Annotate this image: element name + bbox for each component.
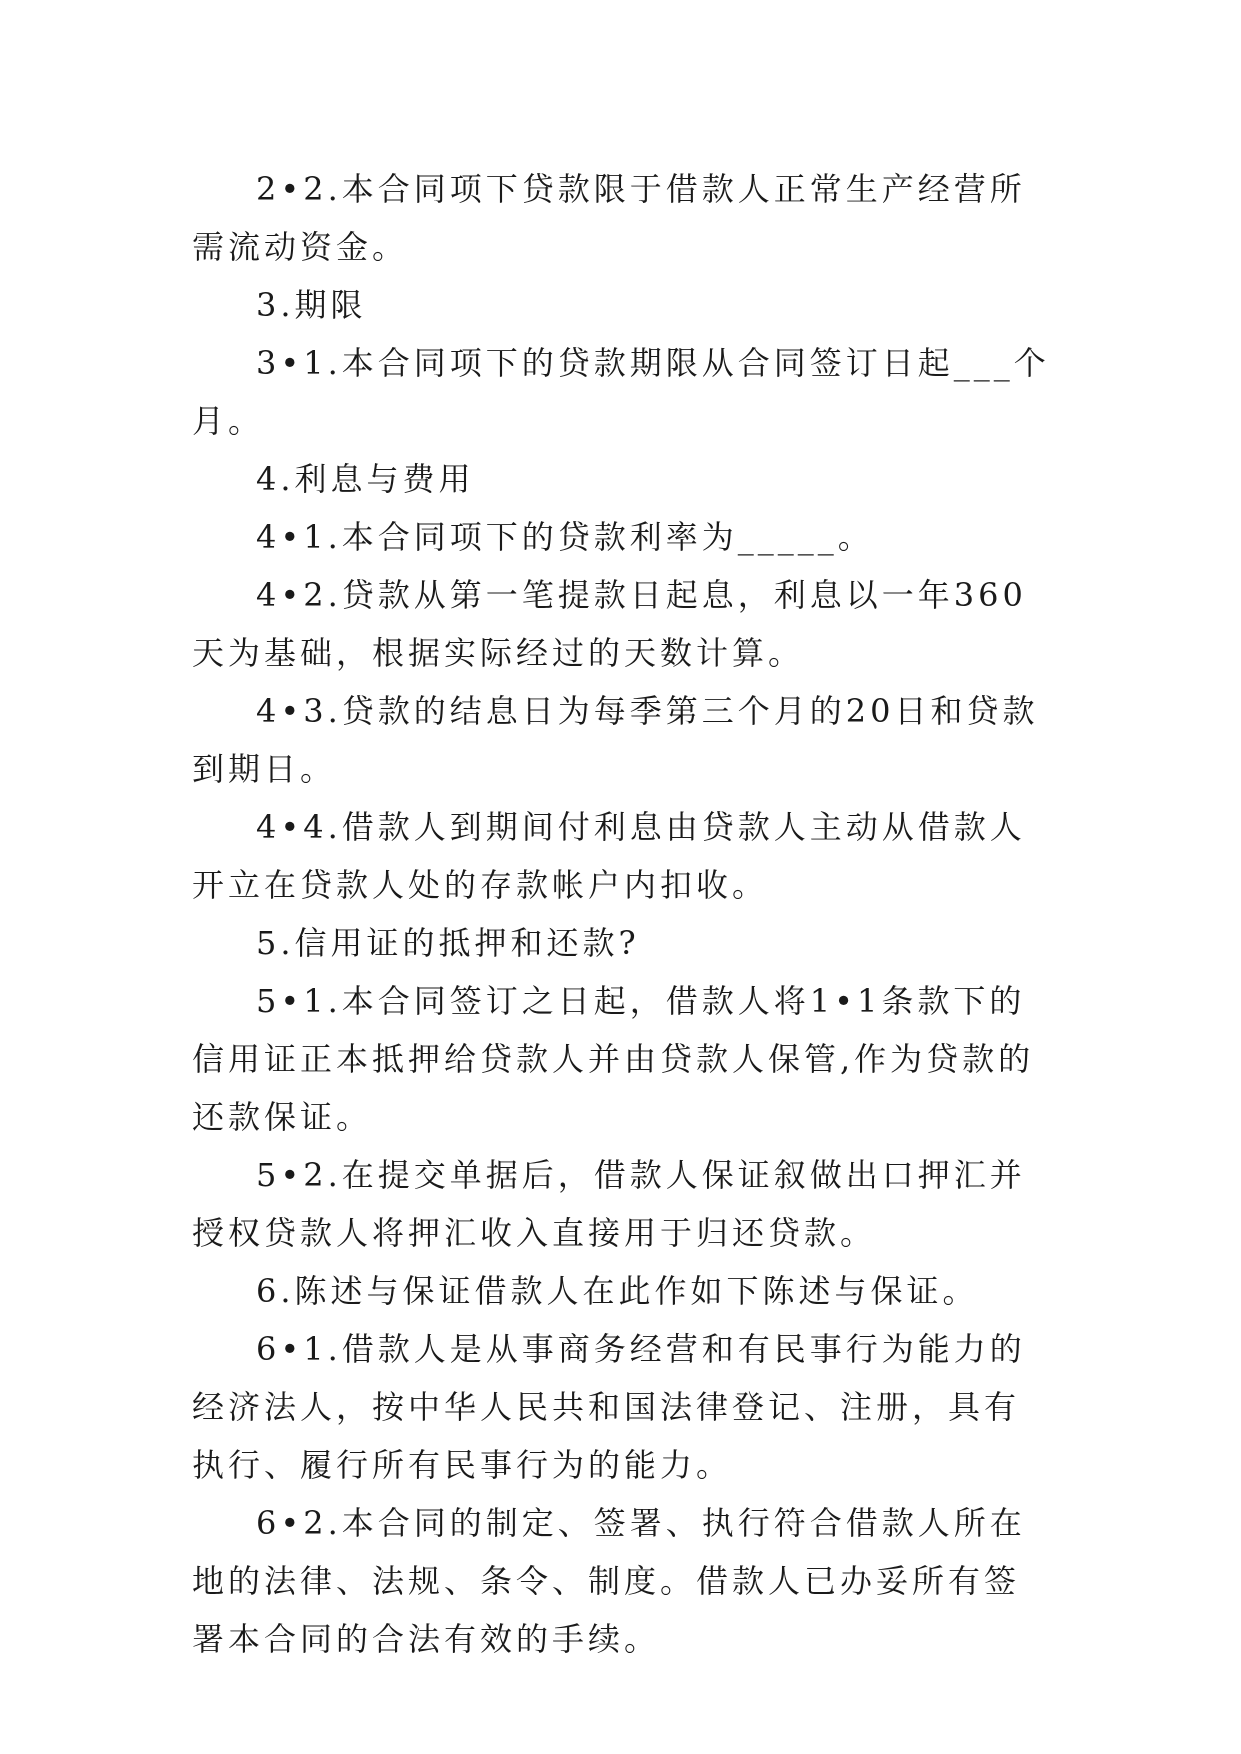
section-3-heading: 3.期限 (256, 286, 367, 324)
clause-6-1: 6•1.借款人是从事商务经营和有民事行为能力的经济法人，按中华人民共和国法律登记、注册，具有执行、履行所有民事行为的能力。 (192, 1330, 1026, 1484)
clause-4-3: 4•3.贷款的结息日为每季第三个月的20日和贷款到期日。 (192, 692, 1039, 788)
clause-5-1: 5•1.本合同签订之日起，借款人将1•1条款下的信用证正本抵押给贷款人并由贷款人保管,作为贷款的还款保证。 (192, 982, 1035, 1136)
section-6-heading: 6.陈述与保证借款人在此作如下陈述与保证。 (256, 1272, 979, 1310)
clause-3-1: 3•1.本合同项下的贷款期限从合同签订日起___个月。 (192, 344, 1050, 440)
clause-6-2: 6•2.本合同的制定、签署、执行符合借款人所在地的法律、法规、条令、制度。借款人已办妥所有签署本合同的合法有效的手续。 (192, 1504, 1026, 1658)
section-5-heading: 5.信用证的抵押和还款? (256, 924, 640, 962)
section-4-heading: 4.利息与费用 (256, 460, 475, 498)
document-body (192, 160, 1052, 1668)
clause-4-2: 4•2.贷款从第一笔提款日起息，利息以一年360天为基础，根据实际经过的天数计算。 (192, 576, 1027, 672)
clause-2-2: 2•2.本合同项下贷款限于借款人正常生产经营所需流动资金。 (192, 170, 1026, 266)
clause-4-1: 4•1.本合同项下的贷款利率为_____。 (256, 518, 874, 556)
clause-5-2: 5•2.在提交单据后，借款人保证叙做出口押汇并授权贷款人将押汇收入直接用于归还贷款。 (192, 1156, 1026, 1252)
clause-4-4: 4•4.借款人到期间付利息由贷款人主动从借款人开立在贷款人处的存款帐户内扣收。 (192, 808, 1026, 904)
